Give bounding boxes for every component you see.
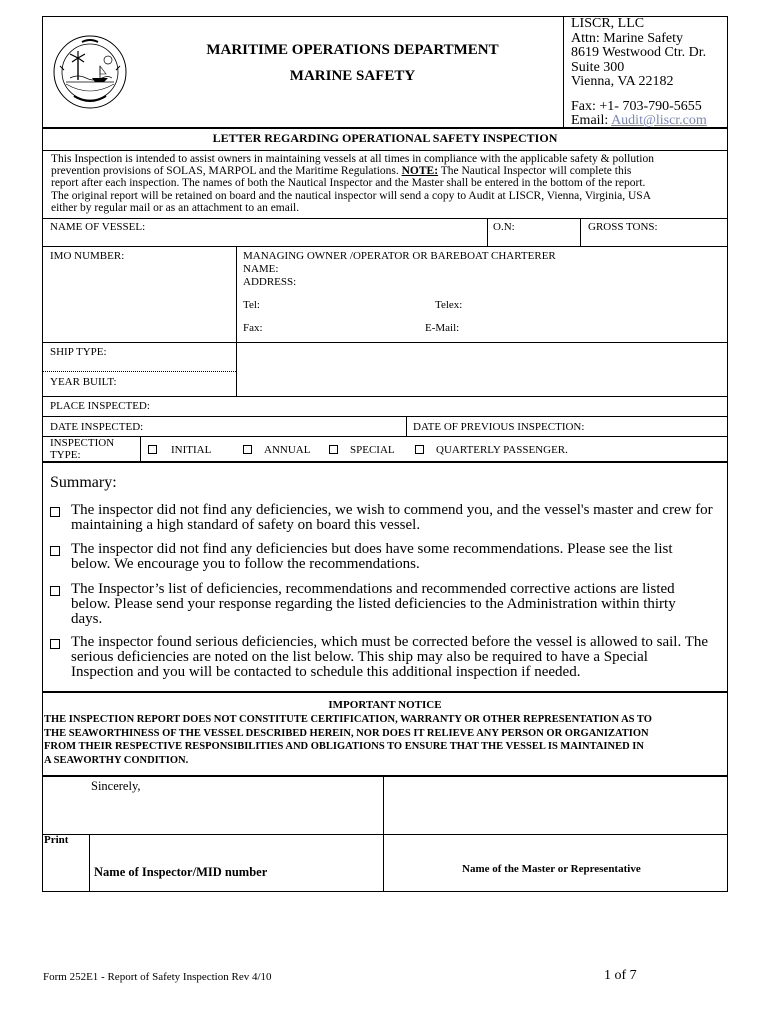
intro-note: NOTE: <box>401 165 439 178</box>
inspection-type-label: INSPECTION TYPE: <box>50 437 115 461</box>
ship-type-label[interactable]: SHIP TYPE: <box>50 346 107 358</box>
division-title: MARINE SAFETY <box>289 68 416 84</box>
print-label: Print <box>44 834 69 846</box>
intro-line-5: either by regular mail or as an attachment to an email. <box>51 201 300 214</box>
inspector-signature-area[interactable] <box>90 796 380 832</box>
intro-line-3: report after each inspection. The names of both the Nautical Inspector and the Master shall be entered in the bottom of the report. <box>51 177 646 190</box>
contact-suite: Suite 300 <box>571 59 625 75</box>
fax-label[interactable]: Fax: <box>243 322 263 334</box>
telex-label[interactable]: Telex: <box>435 299 463 311</box>
date-inspected-label[interactable]: DATE INSPECTED: <box>50 421 144 433</box>
master-name-label[interactable]: Name of the Master or Representative <box>462 863 641 875</box>
page-number: 1 of 7 <box>604 968 637 983</box>
owner-address-label[interactable]: ADDRESS: <box>243 276 297 288</box>
checkbox-icon[interactable] <box>50 546 60 556</box>
inspection-type-special[interactable]: SPECIAL <box>329 444 395 457</box>
checkbox-icon[interactable] <box>329 445 338 454</box>
liberia-seal-icon <box>52 34 128 110</box>
vessel-name-label[interactable]: NAME OF VESSEL: <box>50 221 146 233</box>
contact-fax: Fax: +1- 703-790-5655 <box>571 98 702 114</box>
contact-company: LISCR, LLC <box>571 16 645 31</box>
contact-street: 8619 Westwood Ctr. Dr. <box>571 45 707 60</box>
title-rule <box>42 150 728 151</box>
checkbox-icon[interactable] <box>243 445 252 454</box>
intro-line-2: prevention provisions of SOLAS, MARPOL and the Maritime Regulations. NOTE: The Nautical Inspector will complete this <box>51 165 632 178</box>
notice-text: THE INSPECTION REPORT DOES NOT CONSTITUTE CERTIFICATION, WARRANTY OR OTHER REPRESENTATION AS TO THE SEAWORTHINESS OF THE VESSEL DESCRIBED HEREIN, NOR DOES IT RELIEVE ANY PERSON OR ORGANIZATION FROM THEIR RESPECTIVE RESPONSIBILITIES AND OBLIGATIONS TO ENSURE THAT THE VESSEL IS MAINTAINED IN A SEAWORTHY CONDITION. <box>44 714 652 766</box>
form-title: LETTER REGARDING OPERATIONAL SAFETY INSPECTION <box>212 131 558 145</box>
tel-label[interactable]: Tel: <box>243 299 260 311</box>
inspector-name-label[interactable]: Name of Inspector/MID number <box>94 865 268 879</box>
inspection-type-annual[interactable]: ANNUAL <box>243 444 310 457</box>
checkbox-icon[interactable] <box>148 445 157 454</box>
date-previous-label[interactable]: DATE OF PREVIOUS INSPECTION: <box>413 421 585 433</box>
checkbox-icon[interactable] <box>50 507 60 517</box>
owner-block <box>243 250 556 289</box>
department-title: MARITIME OPERATIONS DEPARTMENT <box>206 42 499 58</box>
gross-tons-label[interactable]: GROSS TONS: <box>588 221 658 233</box>
place-inspected-label[interactable]: PLACE INSPECTED: <box>50 400 150 412</box>
contact-city: Vienna, VA 22182 <box>571 74 674 89</box>
summary-heading: Summary: <box>50 474 117 491</box>
owner-label: MANAGING OWNER /OPERATOR OR BAREBOAT CHARTERER <box>243 250 556 262</box>
master-signature-area[interactable] <box>386 780 724 832</box>
intro-line-4: The original report will be retained on board and the nautical inspector will send a copy to Audit at LISCR, Vienna, Virginia, USA <box>51 189 652 202</box>
on-label[interactable]: O.N: <box>493 221 515 233</box>
form-id: Form 252E1 - Report of Safety Inspection Rev 4/10 <box>43 971 272 983</box>
imo-number-label[interactable]: IMO NUMBER: <box>50 250 125 262</box>
notice-heading: IMPORTANT NOTICE <box>328 699 442 711</box>
checkbox-icon[interactable] <box>50 639 60 649</box>
year-built-label[interactable]: YEAR BUILT: <box>50 376 117 388</box>
checkbox-icon[interactable] <box>50 586 60 596</box>
inspection-type-quarterly[interactable]: QUARTERLY PASSENGER. <box>415 444 568 457</box>
contact-email-line <box>571 114 707 129</box>
contact-block <box>571 17 707 129</box>
contact-email-label: Email: <box>571 113 612 128</box>
sincerely-text: Sincerely, <box>91 779 141 793</box>
owner-name-label[interactable]: NAME: <box>243 263 279 275</box>
email-link[interactable]: Audit@liscr.com <box>611 113 707 128</box>
inspection-type-initial[interactable]: INITIAL <box>148 444 211 457</box>
contact-attn: Attn: Marine Safety <box>571 30 683 46</box>
intro-text <box>51 153 723 214</box>
email-label[interactable]: E-Mail: <box>425 322 460 334</box>
checkbox-icon[interactable] <box>415 445 424 454</box>
header-divider <box>563 16 564 128</box>
intro-line-1: This Inspection is intended to assist owners in maintaining vessels at all times in compliance with the applicable safety & pollution <box>51 153 654 165</box>
